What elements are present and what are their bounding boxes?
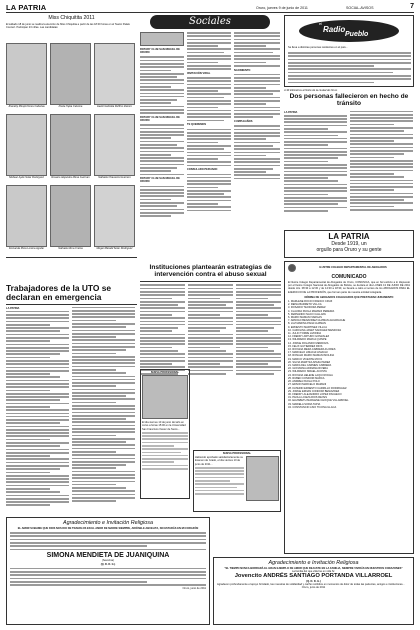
rotary-photo bbox=[140, 32, 184, 46]
colegio-seal-icon bbox=[288, 264, 296, 272]
page-number: 7 bbox=[410, 3, 414, 10]
obituary-right-place: Oruro, junio de 2011 bbox=[301, 586, 326, 590]
sociales-head: ROTARY CLUB SAN MIGUEL DE ORURO bbox=[140, 115, 180, 123]
list-item-number: 20. bbox=[288, 360, 293, 364]
list-item-number: 28. bbox=[288, 386, 293, 390]
candidate-grid bbox=[6, 43, 137, 254]
sociales-head: CONSULADO PERUANO bbox=[187, 168, 218, 172]
list-item-number: 2. bbox=[288, 303, 291, 307]
comunicado-name-list bbox=[288, 300, 410, 409]
list-item-name: ANDREA PAOLA POLO bbox=[292, 380, 320, 384]
candidate-photo bbox=[94, 114, 135, 176]
list-item-name: GIOVANNA ADRIANA RIVERA bbox=[292, 367, 329, 371]
candidate-name: Jhanetty Mirapi Flores Cabezas bbox=[8, 105, 45, 108]
nueva-profesional-right-label: NUEVA PROFESIONAL bbox=[222, 452, 252, 455]
list-item-name: CAROLINA JANET SÁNCHEZ MENDOZA bbox=[292, 328, 342, 332]
candidate-photo bbox=[50, 185, 91, 247]
list-item-name: SILVIA MARITZA APAZA PEREZ bbox=[292, 360, 331, 364]
comunicado-title: COMUNICADO bbox=[331, 274, 367, 280]
radio-logo bbox=[299, 20, 399, 42]
nueva-profesional-left bbox=[140, 369, 190, 499]
list-item-number: 27. bbox=[288, 383, 293, 387]
candidate-name: Nathalia Chavarria Guerrero bbox=[98, 176, 131, 179]
list-item-number: 17. bbox=[288, 351, 293, 355]
list-item-number: 24. bbox=[288, 373, 293, 377]
sociales-col-2 bbox=[187, 32, 231, 218]
obituary-left-quote: EL AMOR SUBLIME QUE DIOS NOS DIO DE TRAERLOS EN EL AMOR DE MADRE SIEMPRE, ADIÓSELE ABUELITA, NO ESTARÁS EN MI CORAZÓN bbox=[17, 527, 199, 530]
candidate-photo bbox=[6, 114, 47, 176]
list-item-name: CONSTANCIO LINO TICONA ILLACA bbox=[292, 405, 337, 409]
list-item-name: MARCO VICENTE MOYA bbox=[292, 357, 323, 361]
list-item-name: PAOLA LOAIZA RIOS REYES bbox=[292, 396, 328, 400]
list-item-name: JORGE ROLANDO MENDOZA bbox=[292, 341, 329, 345]
list-item-number: 5. bbox=[288, 312, 291, 316]
obituary-right-family: La familia del que vida fue en vida Sr. bbox=[291, 570, 336, 574]
list-item-number: 3. bbox=[288, 306, 291, 310]
list-item-number: 4. bbox=[288, 309, 291, 313]
list-item-name: RONALD MARIO MAMANI MOLINA bbox=[292, 354, 335, 358]
list-item-number: 25. bbox=[288, 376, 293, 380]
list-item-number: 9. bbox=[288, 325, 291, 329]
list-item-number: 18. bbox=[288, 354, 293, 358]
list-item-number: 15. bbox=[288, 344, 293, 348]
obituary-right bbox=[213, 557, 414, 625]
list-item-name: REINA BARRETO VILLCA bbox=[290, 303, 322, 307]
list-item-number: 13. bbox=[288, 338, 293, 342]
sociales-head: ROTARY CLUB SAN MIGUEL DE ORURO bbox=[140, 177, 180, 184]
trabajadores-sub: LA PATRIA bbox=[6, 306, 20, 310]
comunicado-list-item bbox=[288, 406, 410, 409]
sociales-head: INVITACIÓN VIRAL bbox=[187, 71, 211, 75]
obituary-left-place: Oruro, junio de 2011 bbox=[182, 587, 206, 591]
list-item-number: 11. bbox=[288, 332, 293, 336]
sociales-section bbox=[140, 14, 280, 261]
miss-chiquitita-title: Miss Chiquitita 2011 bbox=[48, 15, 95, 21]
fallecidos-sub: LA PATRIA bbox=[284, 110, 298, 114]
la-patria-ad-name: LA PATRIA bbox=[328, 232, 370, 241]
obituary-left-name: SIMONA MENDIETA DE JUANIQUINA bbox=[46, 552, 170, 560]
trabajadores-headline: Trabajadores de la UTO se declaran en emergencia bbox=[6, 283, 112, 302]
list-item-number: 29. bbox=[288, 389, 293, 393]
comunicado-list-title: NÓMINA DE ABOGADOS COLEGIADOS QUE PRESTARAN JURAMENTO bbox=[304, 295, 394, 299]
candidate-name: Megan Beralid Solar Rodriguez bbox=[96, 247, 133, 250]
masthead bbox=[6, 3, 414, 13]
comunicado-box bbox=[284, 261, 414, 554]
list-item-number: 6. bbox=[288, 316, 291, 320]
radio-text: Se lleva a distintas personas residentes en el país... bbox=[288, 46, 348, 49]
la-patria-ad-since: Desde 1919, un bbox=[331, 241, 367, 247]
list-item-number: 8. bbox=[288, 322, 291, 326]
list-item-name: EDSON MARCELO MAMANI bbox=[292, 383, 327, 387]
list-item-number: 34. bbox=[288, 405, 293, 409]
fallecidos-headline: Dos personas fallecieron en hecho de tránsito bbox=[289, 93, 409, 108]
radio-logo-radio: Radio bbox=[323, 25, 346, 34]
sociales-col-3 bbox=[234, 32, 280, 218]
list-item-name: FREDDY ARTURO GONZALEZ bbox=[292, 335, 330, 339]
candidate-name: Hazel Gabriela Ruffino Zamiro bbox=[97, 105, 132, 108]
obituary-right-rip: (Q. D. D. G.) bbox=[306, 579, 321, 583]
date-line: Oruro, jueves 9 de junio de 2011 bbox=[256, 6, 308, 10]
radio-logo-el: el bbox=[319, 21, 323, 26]
candidate-card bbox=[6, 114, 47, 183]
nueva-profesional-right-text: Habiendo aprobado satisfactoriamente su Examen de Grado, el día viernes 10 de junio de 2011... bbox=[195, 456, 244, 466]
miss-chiquitita-block bbox=[6, 14, 137, 282]
list-item-number: 1. bbox=[288, 300, 291, 304]
list-item-name: WILFREDO ISRAEL ACOSTA bbox=[292, 370, 327, 374]
sociales-head: NACIMIENTO bbox=[234, 68, 251, 72]
list-item-number: 23. bbox=[288, 370, 293, 374]
list-item-number: 33. bbox=[288, 402, 293, 406]
radio-box bbox=[284, 15, 414, 87]
sociales-head: ROTARY CLUB SAN MIGUEL DE ORURO bbox=[140, 48, 180, 55]
list-item-name: MARIO MAMANI VARGAS bbox=[290, 316, 322, 320]
candidate-card bbox=[94, 185, 135, 254]
list-item-name: ELIZABETH MARLENE CHOQUE VILLARROEL bbox=[292, 399, 349, 403]
section-label: SOCIAL-AVISOS bbox=[346, 6, 374, 10]
list-item-number: 7. bbox=[288, 319, 291, 323]
list-item-number: 12. bbox=[288, 335, 293, 339]
candidate-photo bbox=[6, 43, 47, 105]
list-item-name: MARCELO LIMACHI LIMACHI bbox=[292, 351, 328, 355]
list-item-number: 16. bbox=[288, 348, 293, 352]
candidate-card bbox=[50, 185, 91, 254]
nueva-profesional-left-label: NUEVA PROFESIONAL bbox=[150, 371, 180, 374]
sociales-head: CUMPLEAÑOS bbox=[234, 120, 253, 124]
list-item-name: LUZ MARINA PANA GUZMAN bbox=[290, 322, 326, 326]
candidate-card bbox=[6, 43, 47, 112]
list-item-number: 22. bbox=[288, 367, 293, 371]
list-item-name: CLAUDIA PAOLA MAMANI PEREIRA bbox=[290, 309, 335, 313]
candidate-name: Melisan Ayde Solar Rodriguez bbox=[9, 176, 44, 179]
candidate-photo bbox=[50, 114, 91, 176]
candidate-name: Fernanda Mora Lorena Aguilar bbox=[8, 247, 45, 250]
obituary-right-quote: "EL TIEMPO NUNCA BORRARÁ EL GRAN EJEMPLO DE AMOR QUE DEJASTE EN LA FAMILIA, SIEMPRE VIVIRÁS EN NUESTROS CORAZONES" bbox=[224, 567, 403, 570]
instituciones-headline: Instituciones plantearán estrategias de intervención contra el abuso sexual bbox=[149, 264, 272, 279]
list-item-name: ROSARIO TEODORA PEREZ bbox=[290, 306, 326, 310]
candidate-name: Nathalia Mora Creina bbox=[58, 247, 83, 250]
trabajadores-article bbox=[6, 284, 137, 514]
list-item-name: ERNESTO MARTINEZ VILLCA bbox=[290, 325, 327, 329]
list-item-number: 19. bbox=[288, 357, 293, 361]
candidate-name: Rosario Alejandra Mena Guzman bbox=[51, 176, 90, 179]
la-patria-ad bbox=[284, 230, 414, 258]
sociales-col-1 bbox=[140, 32, 184, 218]
list-item-number: 10. bbox=[288, 328, 293, 332]
obituary-left bbox=[6, 517, 210, 625]
candidate-photo bbox=[6, 185, 47, 247]
list-item-number: 26. bbox=[288, 380, 293, 384]
graduate-photo bbox=[142, 375, 188, 419]
obituary-right-body: Agradecen profundamente el apoyo brindado, las muestras de solidaridad y cariño recibidos en momentos de dolor de todas las parientes, amigos e instituciones... bbox=[217, 583, 405, 587]
obituary-left-prefix: (Severina) bbox=[102, 559, 114, 563]
list-item-name: MARLENE ROCIO FRANCO CRUZ bbox=[290, 300, 333, 304]
list-item-name: FELIX GUTIERREZ RIOS bbox=[292, 344, 323, 348]
graduate-photo-2 bbox=[246, 456, 279, 501]
candidate-card bbox=[50, 114, 91, 183]
miss-chiquitita-intro: El sábado 18 de junio se realiza la elección de Miss Chiquitita a partir de las 18:00 horas en el Teatro Palais Concert. Participan 23 niñas. Las candidatas: bbox=[6, 23, 130, 30]
list-item-number: 30. bbox=[288, 392, 293, 396]
radio-logo-pueblo: Pueblo bbox=[345, 31, 369, 38]
comunicado-org: ILUSTRE COLEGIO DEPARTAMENTAL DE ABOGADOS bbox=[319, 266, 387, 270]
obituary-right-heading: Agradecimiento e Invitación Religiosa bbox=[268, 560, 359, 566]
candidate-card bbox=[94, 114, 135, 183]
list-item-name: KATERIN ERNESTO CARRILLO RODRIGUEZ bbox=[292, 386, 347, 390]
la-patria-ad-tagline: orgullo para Oruro y su gente bbox=[316, 247, 382, 253]
sociales-head: TE QUEREMOS bbox=[187, 123, 207, 127]
candidate-name: Paola Tapia Cabrera bbox=[58, 105, 83, 108]
obituary-left-rip: (Q. D. D. G.) bbox=[100, 562, 116, 566]
fallecidos-article bbox=[284, 89, 414, 227]
list-item-name: WILFREDO MARCA QUISPE bbox=[292, 338, 327, 342]
list-item-name: FERNANDO NACO CALLAPA bbox=[290, 312, 326, 316]
list-item-number: 31. bbox=[288, 396, 293, 400]
list-item-name: JULIO TORRE LIZONDA bbox=[292, 332, 322, 336]
nueva-profesional-right bbox=[193, 450, 281, 512]
list-item-number: 14. bbox=[288, 341, 293, 345]
list-item-name: RUBEN CONDORI MARCA bbox=[292, 376, 325, 380]
sociales-title: Sociales bbox=[150, 15, 270, 29]
candidate-photo bbox=[94, 43, 135, 105]
obituary-left-heading: Agradecimiento e Invitación Religiosa bbox=[63, 520, 153, 526]
fallecidos-kicker: A 30 kilómetros al Norte de la ciudad de Oruro bbox=[284, 89, 338, 92]
list-item-name: MARIELA SORIA TAPIA bbox=[292, 402, 321, 406]
list-item-name: FREDDY ALEJANDRO LOPEZ PACHECO bbox=[292, 392, 342, 396]
candidate-card bbox=[50, 43, 91, 112]
list-item-number: 32. bbox=[288, 399, 293, 403]
list-item-number: 21. bbox=[288, 364, 293, 368]
paper-name: LA PATRIA bbox=[6, 3, 47, 12]
obituary-right-name: Jovencito ANDRÉS SANTIAGO PORTANDA VILLARROEL bbox=[234, 573, 393, 580]
list-item-name: MARIA DEL CARMEN CABRERA bbox=[292, 364, 332, 368]
list-item-name: JORGE ERNAN CONDORI BENAVIDEZ bbox=[292, 389, 340, 393]
candidate-photo bbox=[94, 185, 135, 247]
list-item-name: ROXANA MERA CABRERA FLORES bbox=[292, 348, 336, 352]
nueva-profesional-left-caption: El día viernes 10 de junio del año en curso a horas 15:00 en la Universidad San Francisco Xavier de Sucre... bbox=[142, 421, 186, 431]
candidate-card bbox=[94, 43, 135, 112]
comunicado-body: El Ilustre Colegio Departamental de Abogados de Oruro, COMUNICA, que en fiel estricto a lo dispuesto por el Ilustre Colegio Nacional de Abogados de Bolivia, se declara el día LUNES 13 DE JUNIO DE 2011 desde Hrs. 08:30 a 12:30 y de 14:30 a 18:30, se llevará a cabo el sorteo de los ABOGADOS PARA EL EJERCICIO DE LA PROFESIÓN, que forman parte de nuestra entidad colegiada. bbox=[288, 281, 410, 294]
candidate-card bbox=[6, 185, 47, 254]
candidate-photo bbox=[50, 43, 91, 105]
list-item-name: ARNOLD BENAVIDEZ GUZMAN ALDARACHE bbox=[290, 319, 346, 323]
instituciones-article bbox=[140, 264, 281, 514]
list-item-name: ROXANA HELENE LAQUI ROCHA bbox=[292, 373, 333, 377]
